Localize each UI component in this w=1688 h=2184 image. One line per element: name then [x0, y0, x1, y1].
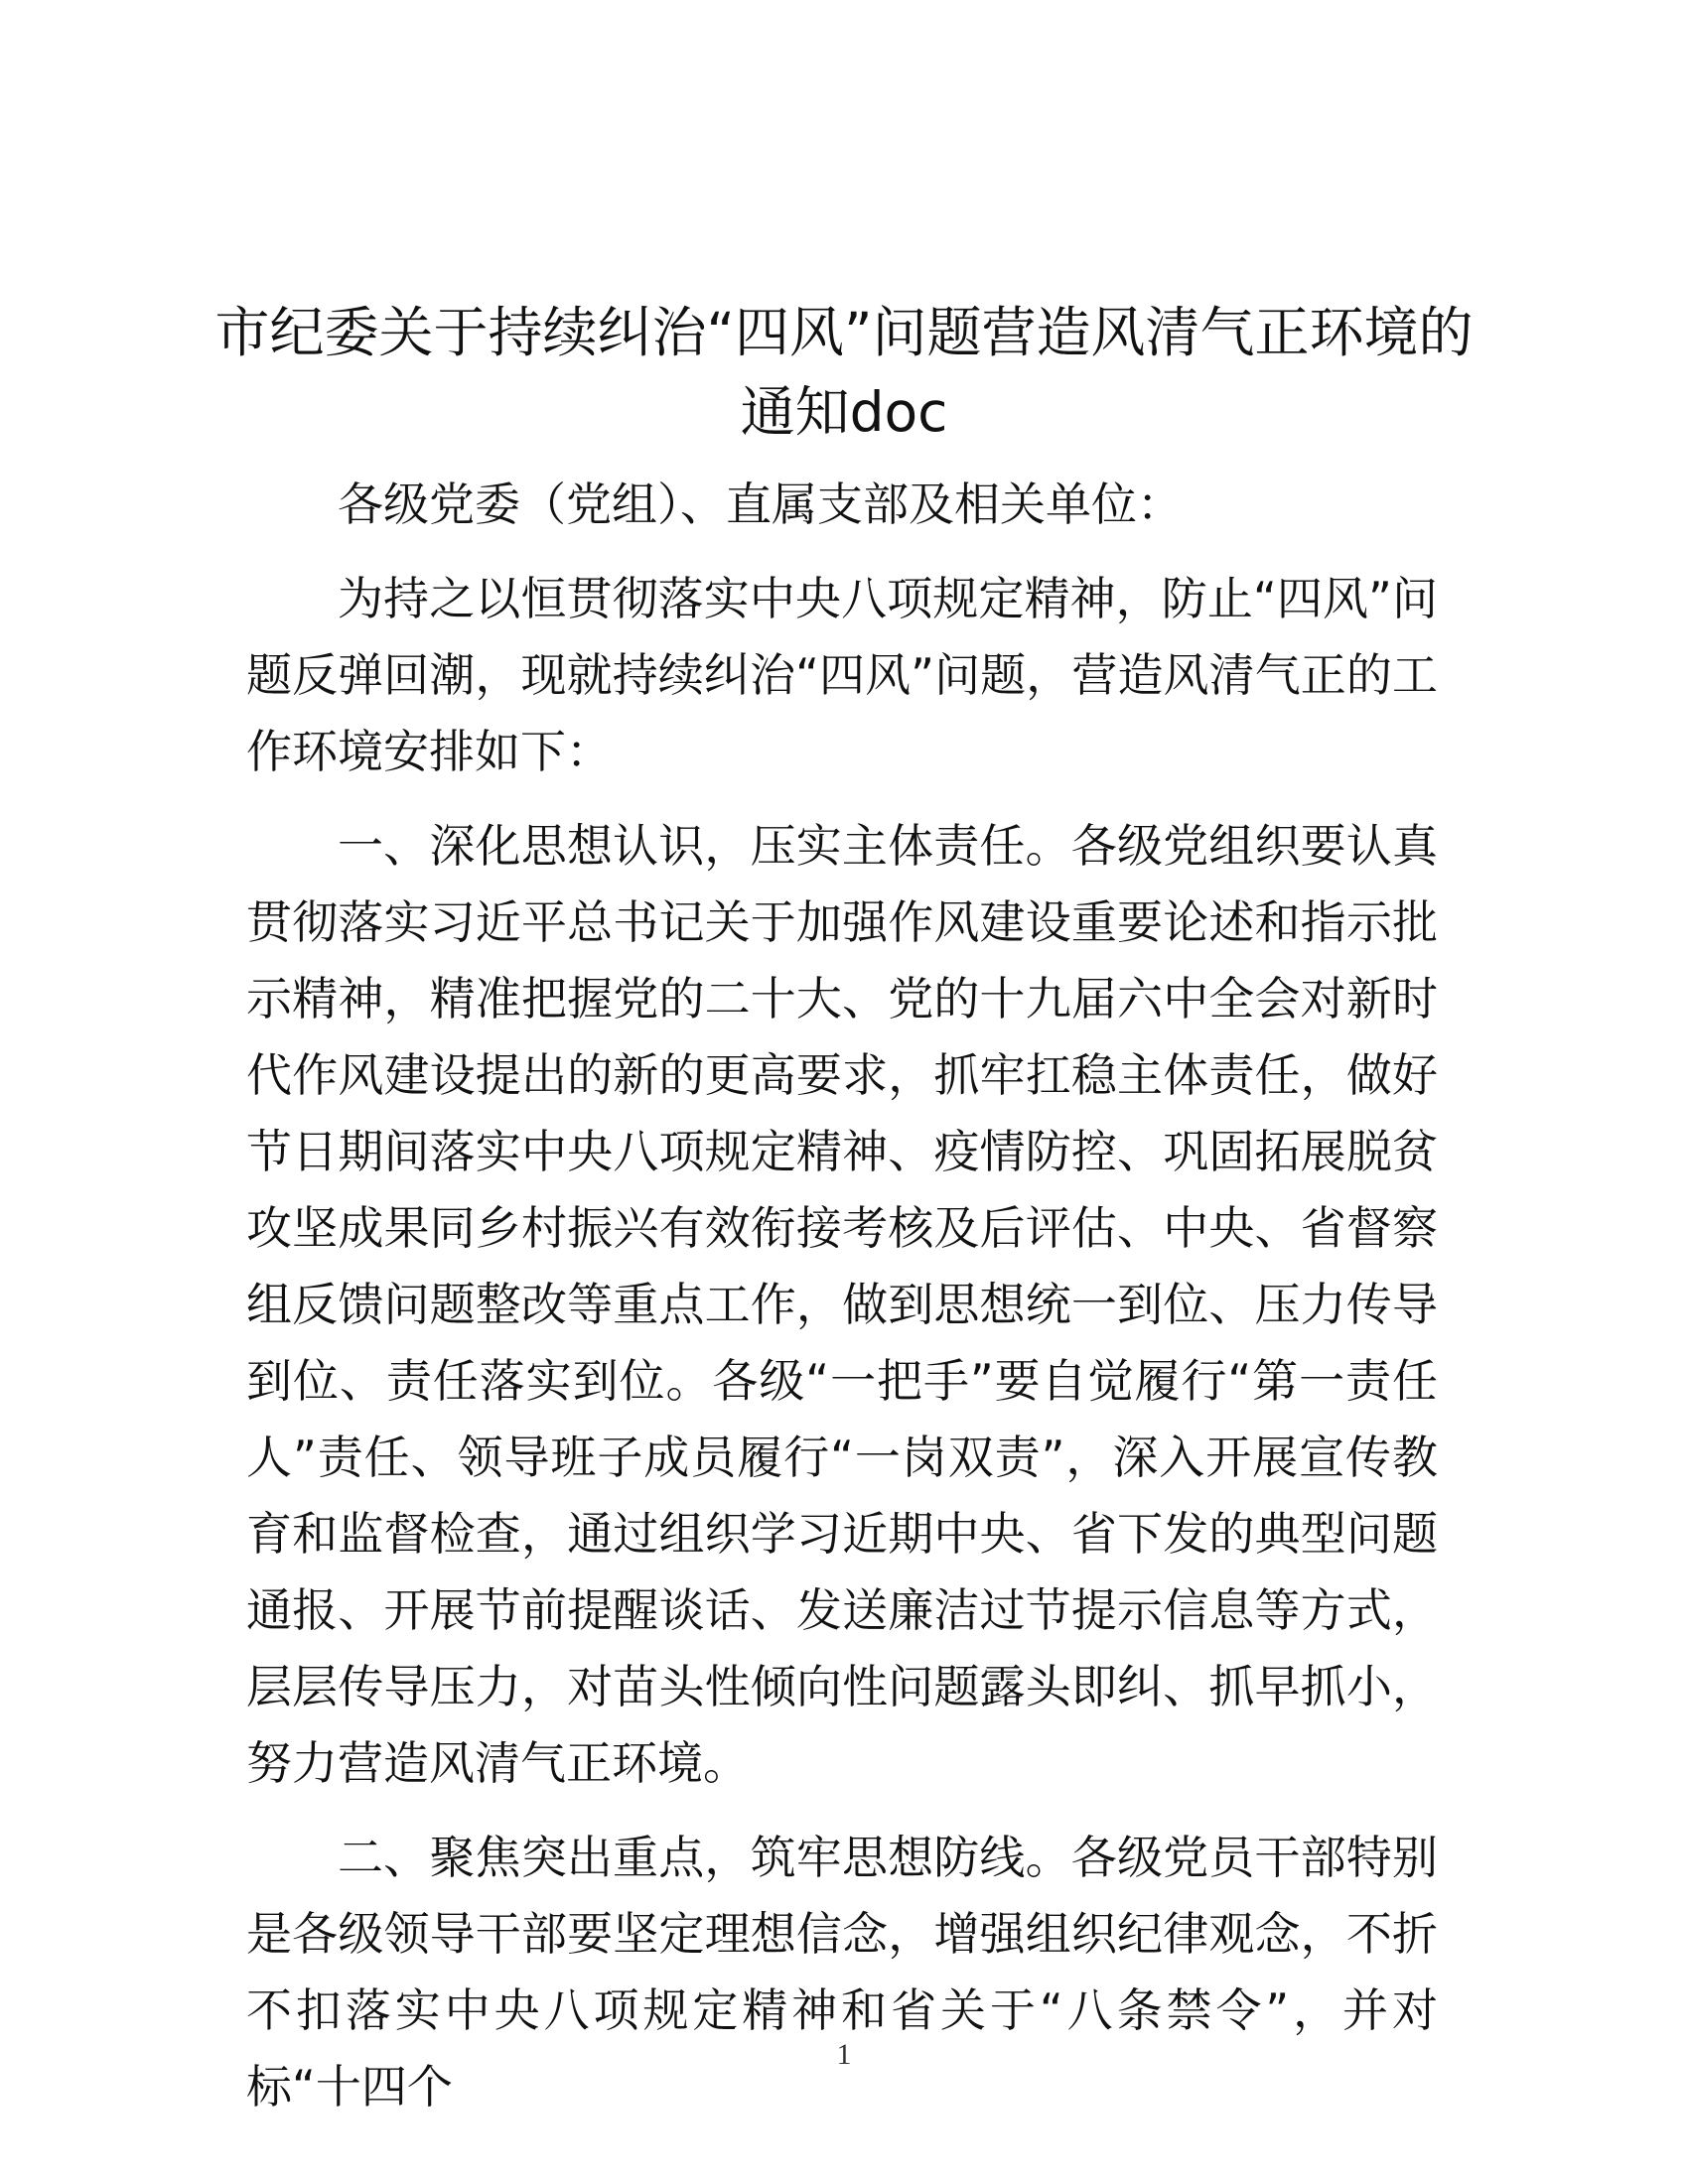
paragraph-section-one: 一、深化思想认识，压实主体责任。各级党组织要认真贯彻落实习近平总书记关于加强作风建设重要论述和指示批示精神，精准把握党的二十大、党的十九届六中全会对新时代作风建设提出的新的更高要求，抓牢扛稳主体责任，做好节日期间落实中央八项规定精神、疫情防控、巩固拓展脱贫攻坚成果同乡村振兴有效衔接考核及后评估、中央、省督察组反馈问题整改等重点工作，做到思想统一到位、压力传导到位、责任落实到位。各级“一把手”要自觉履行“第一责任人”责任、领导班子成员履行“一岗双责”，深入开展宣传教育和监督检查，通过组织学习近期中央、省下发的典型问题通报、开展节前提醒谈话、发送廉洁过节提示信息等方式，层层传导压力，对苗头性倾向性问题露头即纠、抓早抓小，努力营造风清气正环境。 — [246, 819, 1438, 1790]
paragraph-intro: 为持之以恒贯彻落实中央八项规定精神，防止“四风”问题反弹回潮，现就持续纠治“四风”问题，营造风清气正的工作环境安排如下： — [246, 572, 1438, 778]
document-body — [246, 467, 1438, 2125]
document-title: 市纪委关于持续纠治“四风”问题营造风清气正环境的通知doc — [214, 301, 1474, 444]
salutation: 各级党委（党组）、直属支部及相关单位： — [338, 478, 1183, 531]
paragraph-section-two: 二、聚焦突出重点，筑牢思想防线。各级党员干部特别是各级领导干部要坚定理想信念，增强组织纪律观念，不折不扣落实中央八项规定精神和省关于“八条禁令”，并对标“十四个 — [246, 1831, 1438, 2114]
page-number: 1 — [836, 2038, 852, 2071]
